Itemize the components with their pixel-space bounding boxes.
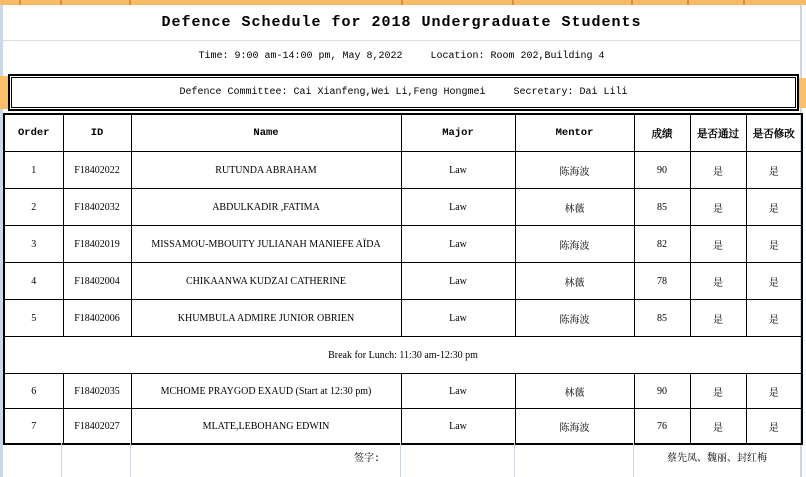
committee-row[interactable] <box>8 74 799 111</box>
table-row <box>4 189 802 226</box>
time-location-row[interactable] <box>3 41 800 73</box>
cell-id[interactable]: F18402032 <box>63 189 131 226</box>
cell-name[interactable]: RUTUNDA ABRAHAM <box>131 152 401 189</box>
signature-row <box>3 443 801 477</box>
orange-cell-right-sliver <box>799 78 806 108</box>
cell-order[interactable]: 1 <box>4 152 63 189</box>
table-row <box>4 263 802 300</box>
cell-passed[interactable]: 是 <box>690 189 746 226</box>
header-score[interactable]: 成绩 <box>634 114 690 152</box>
location-text: Location: Room 202,Building 4 <box>430 51 605 62</box>
committee-text: Defence Committee: Cai Xianfeng,Wei Li,Feng Hongmei <box>179 87 486 98</box>
cell-mentor[interactable]: 陈海波 <box>515 152 634 189</box>
table-row <box>4 409 802 445</box>
cell-id[interactable]: F18402022 <box>63 152 131 189</box>
cell-id[interactable]: F18402004 <box>63 263 131 300</box>
header-revised[interactable]: 是否修改 <box>746 114 802 152</box>
table-row <box>4 300 802 337</box>
cell-major[interactable]: Law <box>401 300 515 337</box>
cell-mentor[interactable]: 陈海波 <box>515 409 634 445</box>
lunch-break-row <box>4 337 802 374</box>
cell-revised[interactable]: 是 <box>746 263 802 300</box>
cell-revised[interactable]: 是 <box>746 409 802 445</box>
header-order[interactable]: Order <box>4 114 63 152</box>
cell-name[interactable]: ABDULKADIR ,FATIMA <box>131 189 401 226</box>
cell-order[interactable]: 5 <box>4 300 63 337</box>
gridline <box>514 443 515 477</box>
cell-major[interactable]: Law <box>401 152 515 189</box>
cell-major[interactable]: Law <box>401 374 515 409</box>
time-text: Time: 9:00 am-14:00 pm, May 8,2022 <box>198 51 403 62</box>
cell-major[interactable]: Law <box>401 409 515 445</box>
cell-score[interactable]: 90 <box>634 152 690 189</box>
cell-id[interactable]: F18402027 <box>63 409 131 445</box>
cell-major[interactable]: Law <box>401 226 515 263</box>
cell-score[interactable]: 78 <box>634 263 690 300</box>
cell-passed[interactable]: 是 <box>690 409 746 445</box>
cell-name[interactable]: CHIKAANWA KUDZAI CATHERINE <box>131 263 401 300</box>
header-passed[interactable]: 是否通过 <box>690 114 746 152</box>
cell-passed[interactable]: 是 <box>690 300 746 337</box>
orange-cell-left-sliver <box>0 76 8 109</box>
signature-label[interactable]: 签字: <box>353 454 380 465</box>
cell-mentor[interactable]: 陈海波 <box>515 300 634 337</box>
table-row <box>4 152 802 189</box>
header-row <box>4 114 802 152</box>
page-title[interactable]: Defence Schedule for 2018 Undergraduate Students <box>3 5 800 41</box>
cell-name[interactable]: MCHOME PRAYGOD EXAUD (Start at 12:30 pm) <box>131 374 401 409</box>
cell-revised[interactable]: 是 <box>746 300 802 337</box>
cell-revised[interactable]: 是 <box>746 189 802 226</box>
cell-revised[interactable]: 是 <box>746 152 802 189</box>
cell-passed[interactable]: 是 <box>690 374 746 409</box>
gridline <box>400 443 401 477</box>
cell-name[interactable]: MLATE,LEBOHANG EDWIN <box>131 409 401 445</box>
header-mentor[interactable]: Mentor <box>515 114 634 152</box>
cell-score[interactable]: 85 <box>634 300 690 337</box>
cell-score[interactable]: 76 <box>634 409 690 445</box>
header-major[interactable]: Major <box>401 114 515 152</box>
schedule-table <box>3 113 803 445</box>
header-id[interactable]: ID <box>63 114 131 152</box>
cell-id[interactable]: F18402019 <box>63 226 131 263</box>
lunch-break-cell[interactable]: Break for Lunch: 11:30 am-12:30 pm <box>4 337 802 374</box>
cell-name[interactable]: MISSAMOU-MBOUITY JULIANAH MANIEFE AÏDA <box>131 226 401 263</box>
table-row <box>4 374 802 409</box>
cell-order[interactable]: 6 <box>4 374 63 409</box>
committee-signatures[interactable]: 蔡先凤、魏丽、封红梅 <box>667 454 767 465</box>
cell-mentor[interactable]: 林薇 <box>515 263 634 300</box>
cell-order[interactable]: 4 <box>4 263 63 300</box>
cell-score[interactable]: 85 <box>634 189 690 226</box>
cell-score[interactable]: 82 <box>634 226 690 263</box>
cell-major[interactable]: Law <box>401 189 515 226</box>
cell-mentor[interactable]: 林薇 <box>515 189 634 226</box>
cell-revised[interactable]: 是 <box>746 226 802 263</box>
committee-inner-border <box>11 77 796 108</box>
cell-name[interactable]: KHUMBULA ADMIRE JUNIOR OBRIEN <box>131 300 401 337</box>
header-name[interactable]: Name <box>131 114 401 152</box>
cell-id[interactable]: F18402035 <box>63 374 131 409</box>
secretary-text: Secretary: Dai Lili <box>513 87 628 98</box>
cell-order[interactable]: 7 <box>4 409 63 445</box>
cell-passed[interactable]: 是 <box>690 152 746 189</box>
cell-revised[interactable]: 是 <box>746 374 802 409</box>
cell-passed[interactable]: 是 <box>690 263 746 300</box>
cell-id[interactable]: F18402006 <box>63 300 131 337</box>
cell-order[interactable]: 3 <box>4 226 63 263</box>
cell-order[interactable]: 2 <box>4 189 63 226</box>
gridline <box>61 443 62 477</box>
cell-mentor[interactable]: 陈海波 <box>515 226 634 263</box>
cell-mentor[interactable]: 林薇 <box>515 374 634 409</box>
cell-passed[interactable]: 是 <box>690 226 746 263</box>
table-row <box>4 226 802 263</box>
cell-score[interactable]: 90 <box>634 374 690 409</box>
cell-major[interactable]: Law <box>401 263 515 300</box>
